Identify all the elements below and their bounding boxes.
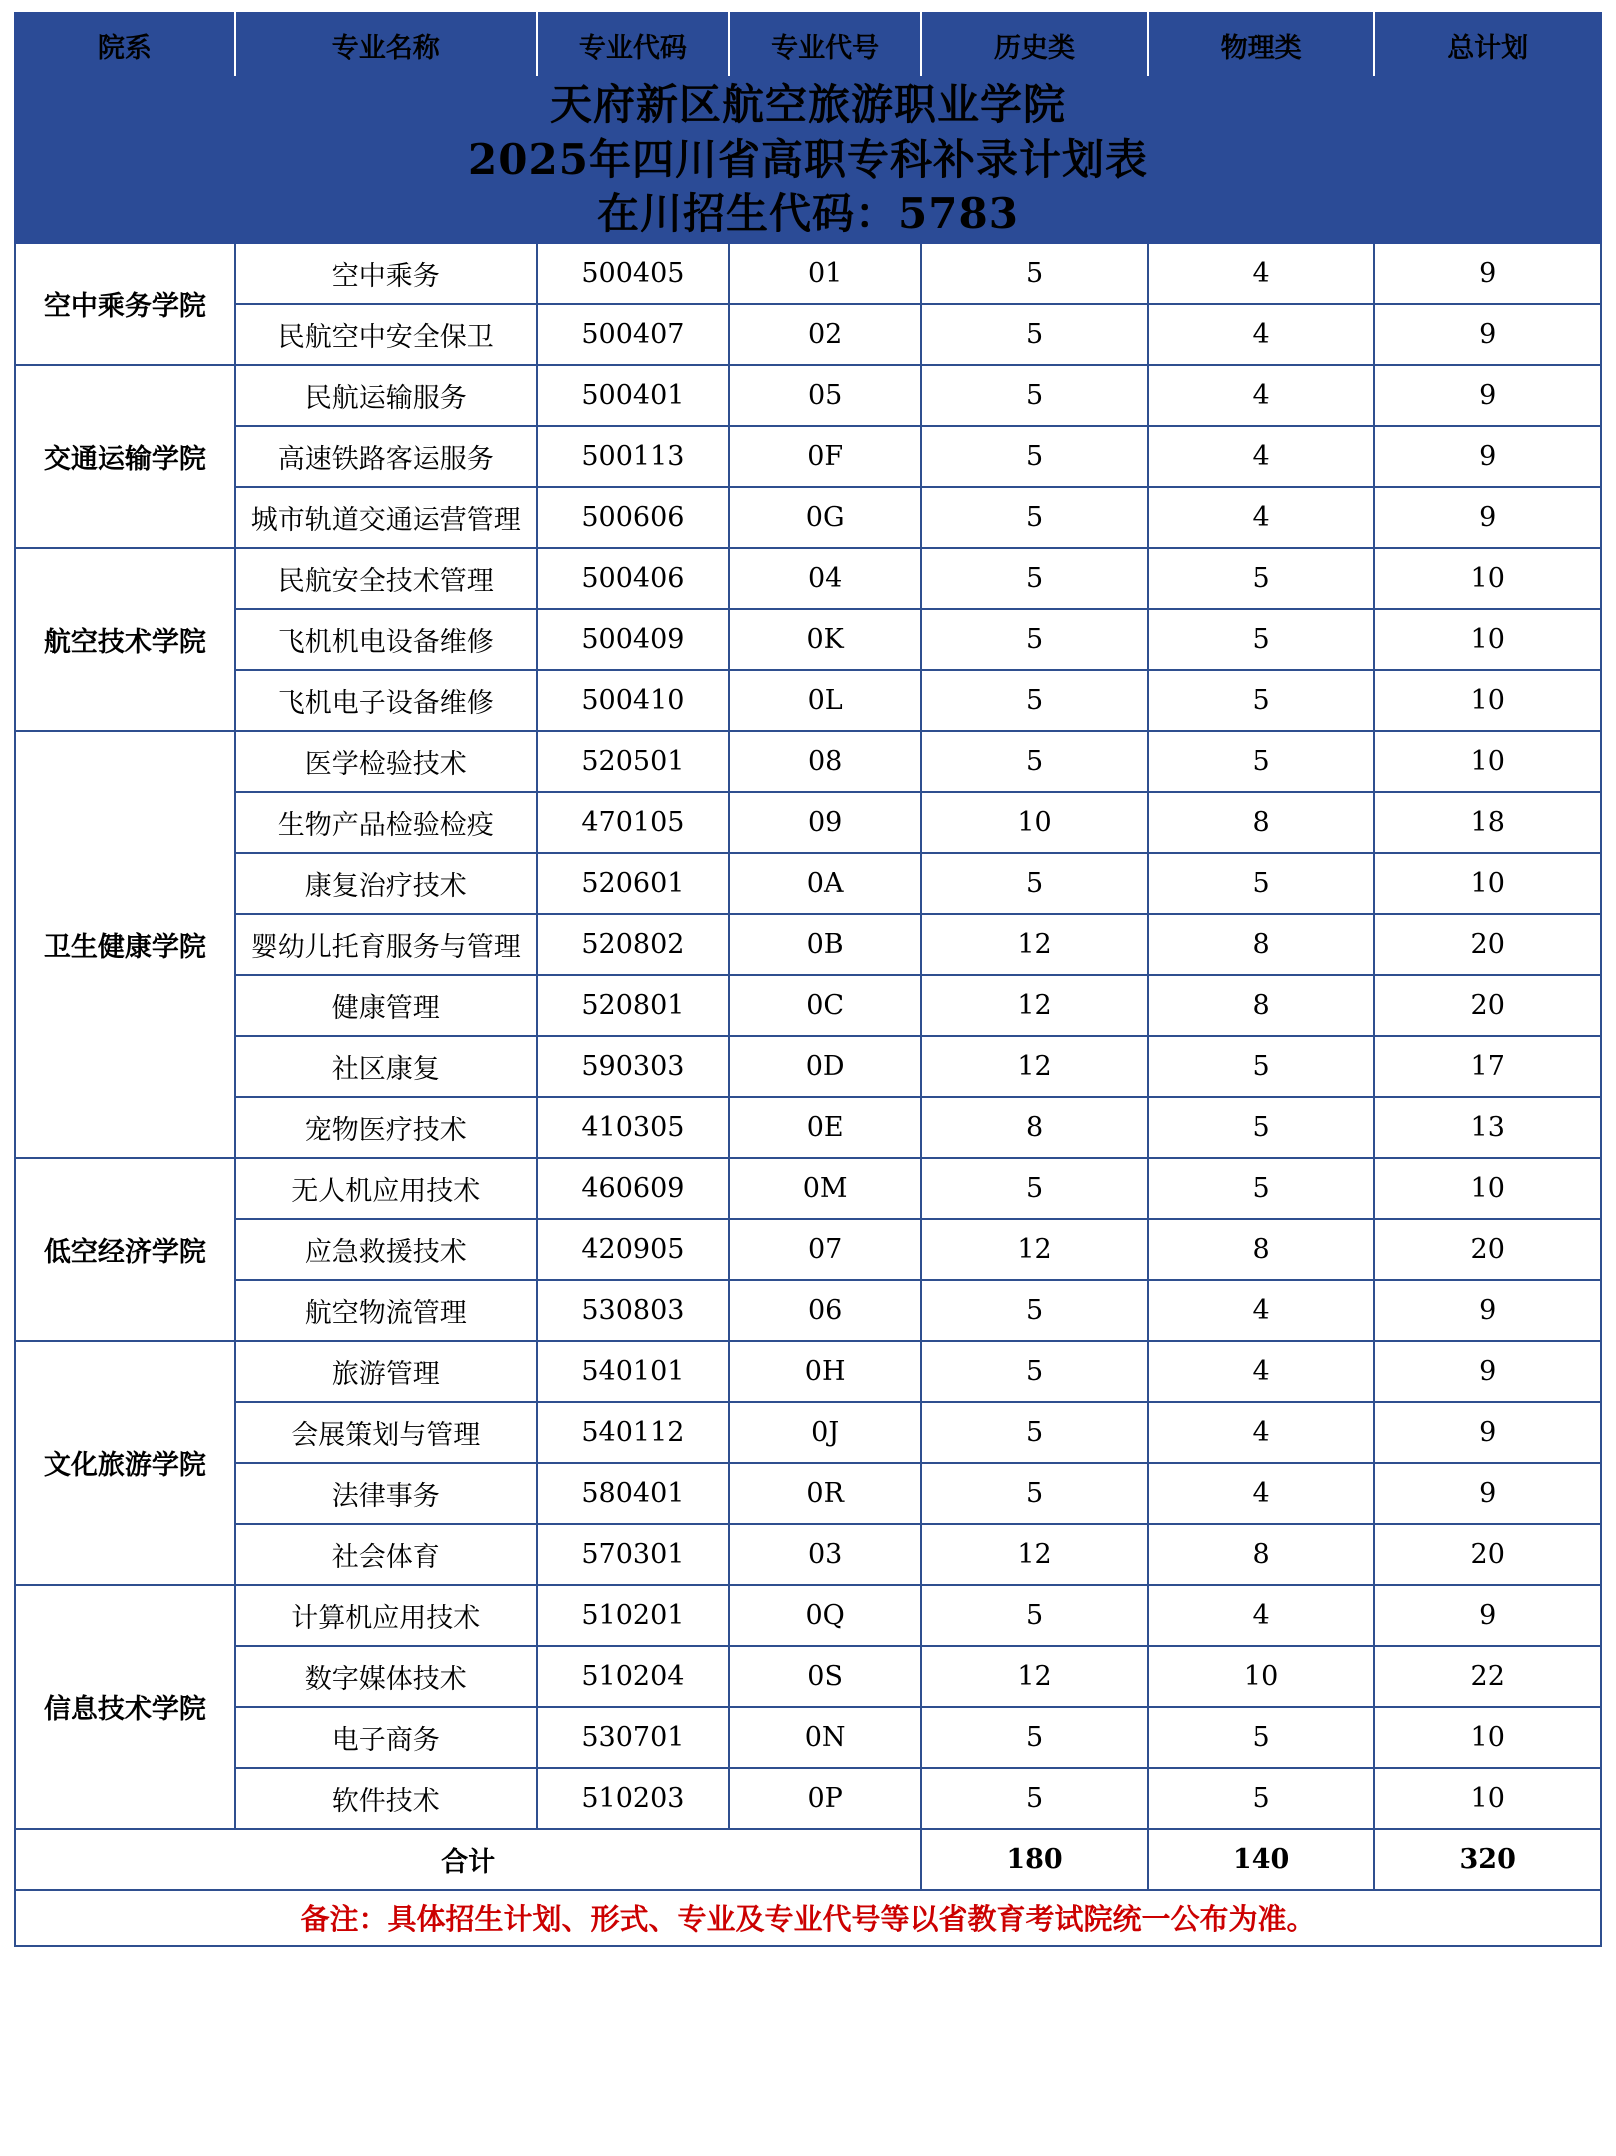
major-name: 旅游管理	[235, 1341, 537, 1402]
history-count: 5	[921, 1280, 1148, 1341]
total-count: 20	[1374, 975, 1601, 1036]
column-header-dept: 院系	[15, 13, 235, 77]
table-row	[15, 487, 1601, 548]
major-name: 社会体育	[235, 1524, 537, 1585]
history-count: 5	[921, 487, 1148, 548]
table-header-row	[15, 13, 1601, 77]
title-line-2: 2025年四川省高职专科补录计划表	[468, 134, 1148, 184]
table-row	[15, 670, 1601, 731]
column-header-major: 专业名称	[235, 13, 537, 77]
major-code: 540101	[537, 1341, 729, 1402]
major-name: 飞机机电设备维修	[235, 609, 537, 670]
total-count: 18	[1374, 792, 1601, 853]
major-no: 0K	[729, 609, 921, 670]
summary-row	[15, 1829, 1601, 1890]
major-name: 无人机应用技术	[235, 1158, 537, 1219]
history-count: 8	[921, 1097, 1148, 1158]
major-code: 500406	[537, 548, 729, 609]
major-no: 0N	[729, 1707, 921, 1768]
table-row	[15, 1585, 1601, 1646]
summary-label: 合计	[15, 1829, 921, 1890]
total-count: 10	[1374, 731, 1601, 792]
physics-count: 8	[1148, 975, 1375, 1036]
physics-count: 4	[1148, 426, 1375, 487]
physics-count: 8	[1148, 792, 1375, 853]
major-code: 520601	[537, 853, 729, 914]
major-code: 410305	[537, 1097, 729, 1158]
major-no: 0H	[729, 1341, 921, 1402]
major-name: 医学检验技术	[235, 731, 537, 792]
major-name: 健康管理	[235, 975, 537, 1036]
title-block	[15, 77, 1601, 243]
major-no: 05	[729, 365, 921, 426]
major-name: 生物产品检验检疫	[235, 792, 537, 853]
physics-count: 4	[1148, 1585, 1375, 1646]
major-code: 510203	[537, 1768, 729, 1829]
table-row	[15, 1402, 1601, 1463]
major-code: 420905	[537, 1219, 729, 1280]
physics-count: 5	[1148, 1036, 1375, 1097]
major-no: 01	[729, 243, 921, 304]
column-header-total: 总计划	[1374, 13, 1601, 77]
major-name: 婴幼儿托育服务与管理	[235, 914, 537, 975]
history-count: 12	[921, 975, 1148, 1036]
major-no: 0F	[729, 426, 921, 487]
total-count: 22	[1374, 1646, 1601, 1707]
history-count: 5	[921, 426, 1148, 487]
major-no: 0Q	[729, 1585, 921, 1646]
major-code: 500410	[537, 670, 729, 731]
table-row	[15, 365, 1601, 426]
total-count: 10	[1374, 609, 1601, 670]
major-no: 0D	[729, 1036, 921, 1097]
major-name: 计算机应用技术	[235, 1585, 537, 1646]
physics-count: 4	[1148, 1463, 1375, 1524]
major-no: 0A	[729, 853, 921, 914]
department-name: 空中乘务学院	[15, 243, 235, 365]
summary-total: 320	[1374, 1829, 1601, 1890]
admission-plan-table	[14, 12, 1602, 1947]
total-count: 10	[1374, 1768, 1601, 1829]
summary-history: 180	[921, 1829, 1148, 1890]
major-no: 06	[729, 1280, 921, 1341]
table-body	[15, 243, 1601, 1829]
history-count: 10	[921, 792, 1148, 853]
total-count: 9	[1374, 426, 1601, 487]
major-code: 500113	[537, 426, 729, 487]
major-no: 0M	[729, 1158, 921, 1219]
physics-count: 8	[1148, 1219, 1375, 1280]
history-count: 5	[921, 1341, 1148, 1402]
major-name: 飞机电子设备维修	[235, 670, 537, 731]
major-name: 数字媒体技术	[235, 1646, 537, 1707]
physics-count: 10	[1148, 1646, 1375, 1707]
major-no: 08	[729, 731, 921, 792]
major-name: 软件技术	[235, 1768, 537, 1829]
major-no: 02	[729, 304, 921, 365]
physics-count: 5	[1148, 1768, 1375, 1829]
note-text: 备注：具体招生计划、形式、专业及专业代号等以省教育考试院统一公布为准。	[300, 1902, 1316, 1937]
table-row	[15, 304, 1601, 365]
history-count: 5	[921, 731, 1148, 792]
major-name: 民航空中安全保卫	[235, 304, 537, 365]
total-count: 17	[1374, 1036, 1601, 1097]
total-count: 10	[1374, 853, 1601, 914]
table-row	[15, 243, 1601, 304]
major-code: 530701	[537, 1707, 729, 1768]
history-count: 5	[921, 365, 1148, 426]
major-no: 0P	[729, 1768, 921, 1829]
department-name: 信息技术学院	[15, 1585, 235, 1829]
history-count: 5	[921, 1768, 1148, 1829]
major-name: 康复治疗技术	[235, 853, 537, 914]
major-code: 540112	[537, 1402, 729, 1463]
physics-count: 4	[1148, 1280, 1375, 1341]
total-count: 9	[1374, 365, 1601, 426]
history-count: 5	[921, 853, 1148, 914]
table-row	[15, 609, 1601, 670]
total-count: 9	[1374, 1463, 1601, 1524]
major-name: 空中乘务	[235, 243, 537, 304]
table-row	[15, 426, 1601, 487]
physics-count: 4	[1148, 365, 1375, 426]
total-count: 13	[1374, 1097, 1601, 1158]
major-name: 航空物流管理	[235, 1280, 537, 1341]
table-row	[15, 1524, 1601, 1585]
history-count: 5	[921, 609, 1148, 670]
total-count: 9	[1374, 1402, 1601, 1463]
table-row	[15, 975, 1601, 1036]
history-count: 5	[921, 1707, 1148, 1768]
major-name: 法律事务	[235, 1463, 537, 1524]
table-row	[15, 914, 1601, 975]
physics-count: 4	[1148, 1402, 1375, 1463]
major-code: 460609	[537, 1158, 729, 1219]
major-name: 电子商务	[235, 1707, 537, 1768]
major-name: 高速铁路客运服务	[235, 426, 537, 487]
major-name: 会展策划与管理	[235, 1402, 537, 1463]
table-row	[15, 1707, 1601, 1768]
total-count: 10	[1374, 670, 1601, 731]
history-count: 5	[921, 304, 1148, 365]
history-count: 12	[921, 1646, 1148, 1707]
major-code: 520501	[537, 731, 729, 792]
table-row	[15, 1341, 1601, 1402]
major-name: 城市轨道交通运营管理	[235, 487, 537, 548]
history-count: 12	[921, 1524, 1148, 1585]
table-row	[15, 731, 1601, 792]
physics-count: 5	[1148, 670, 1375, 731]
total-count: 20	[1374, 914, 1601, 975]
major-no: 0J	[729, 1402, 921, 1463]
history-count: 12	[921, 914, 1148, 975]
major-name: 民航运输服务	[235, 365, 537, 426]
table-row	[15, 1097, 1601, 1158]
major-no: 0E	[729, 1097, 921, 1158]
major-code: 500401	[537, 365, 729, 426]
major-code: 530803	[537, 1280, 729, 1341]
physics-count: 5	[1148, 1097, 1375, 1158]
department-name: 卫生健康学院	[15, 731, 235, 1158]
major-no: 0R	[729, 1463, 921, 1524]
major-code: 500407	[537, 304, 729, 365]
major-no: 04	[729, 548, 921, 609]
major-no: 0S	[729, 1646, 921, 1707]
table-row	[15, 1036, 1601, 1097]
total-count: 10	[1374, 1707, 1601, 1768]
department-name: 低空经济学院	[15, 1158, 235, 1341]
major-code: 500405	[537, 243, 729, 304]
physics-count: 4	[1148, 1341, 1375, 1402]
physics-count: 5	[1148, 1158, 1375, 1219]
physics-count: 5	[1148, 1707, 1375, 1768]
total-count: 9	[1374, 304, 1601, 365]
total-count: 10	[1374, 548, 1601, 609]
table-row	[15, 1646, 1601, 1707]
column-header-history: 历史类	[921, 13, 1148, 77]
title-line-3: 在川招生代码：5783	[597, 189, 1019, 239]
table-row	[15, 1158, 1601, 1219]
total-count: 9	[1374, 1280, 1601, 1341]
history-count: 5	[921, 1463, 1148, 1524]
physics-count: 5	[1148, 853, 1375, 914]
major-no: 09	[729, 792, 921, 853]
physics-count: 4	[1148, 304, 1375, 365]
table-row	[15, 792, 1601, 853]
table-row	[15, 1280, 1601, 1341]
major-code: 500409	[537, 609, 729, 670]
summary-physics: 140	[1148, 1829, 1375, 1890]
physics-count: 4	[1148, 243, 1375, 304]
major-code: 510204	[537, 1646, 729, 1707]
major-no: 0C	[729, 975, 921, 1036]
major-no: 0B	[729, 914, 921, 975]
history-count: 5	[921, 1158, 1148, 1219]
department-name: 文化旅游学院	[15, 1341, 235, 1585]
table-row	[15, 548, 1601, 609]
major-name: 社区康复	[235, 1036, 537, 1097]
total-count: 10	[1374, 1158, 1601, 1219]
department-name: 交通运输学院	[15, 365, 235, 548]
total-count: 20	[1374, 1524, 1601, 1585]
total-count: 9	[1374, 243, 1601, 304]
major-no: 0G	[729, 487, 921, 548]
total-count: 9	[1374, 487, 1601, 548]
column-header-major-code: 专业代码	[537, 13, 729, 77]
major-name: 宠物医疗技术	[235, 1097, 537, 1158]
total-count: 20	[1374, 1219, 1601, 1280]
major-code: 500606	[537, 487, 729, 548]
history-count: 5	[921, 670, 1148, 731]
table-row	[15, 1463, 1601, 1524]
major-code: 520802	[537, 914, 729, 975]
major-code: 510201	[537, 1585, 729, 1646]
title-row	[15, 77, 1601, 243]
major-no: 03	[729, 1524, 921, 1585]
major-no: 0L	[729, 670, 921, 731]
note-row	[15, 1890, 1601, 1946]
major-code: 590303	[537, 1036, 729, 1097]
history-count: 5	[921, 243, 1148, 304]
major-code: 570301	[537, 1524, 729, 1585]
physics-count: 5	[1148, 731, 1375, 792]
major-no: 07	[729, 1219, 921, 1280]
total-count: 9	[1374, 1585, 1601, 1646]
major-code: 520801	[537, 975, 729, 1036]
major-name: 应急救援技术	[235, 1219, 537, 1280]
department-name: 航空技术学院	[15, 548, 235, 731]
physics-count: 4	[1148, 487, 1375, 548]
column-header-major-no: 专业代号	[729, 13, 921, 77]
major-code: 580401	[537, 1463, 729, 1524]
history-count: 5	[921, 548, 1148, 609]
major-code: 470105	[537, 792, 729, 853]
title-line-1: 天府新区航空旅游职业学院	[549, 80, 1066, 129]
table-row	[15, 1219, 1601, 1280]
history-count: 12	[921, 1219, 1148, 1280]
total-count: 9	[1374, 1341, 1601, 1402]
note-cell	[15, 1890, 1601, 1946]
physics-count: 5	[1148, 609, 1375, 670]
table-row	[15, 1768, 1601, 1829]
column-header-physics: 物理类	[1148, 13, 1375, 77]
physics-count: 5	[1148, 548, 1375, 609]
physics-count: 8	[1148, 1524, 1375, 1585]
physics-count: 8	[1148, 914, 1375, 975]
history-count: 5	[921, 1585, 1148, 1646]
major-name: 民航安全技术管理	[235, 548, 537, 609]
history-count: 12	[921, 1036, 1148, 1097]
history-count: 5	[921, 1402, 1148, 1463]
table-row	[15, 853, 1601, 914]
